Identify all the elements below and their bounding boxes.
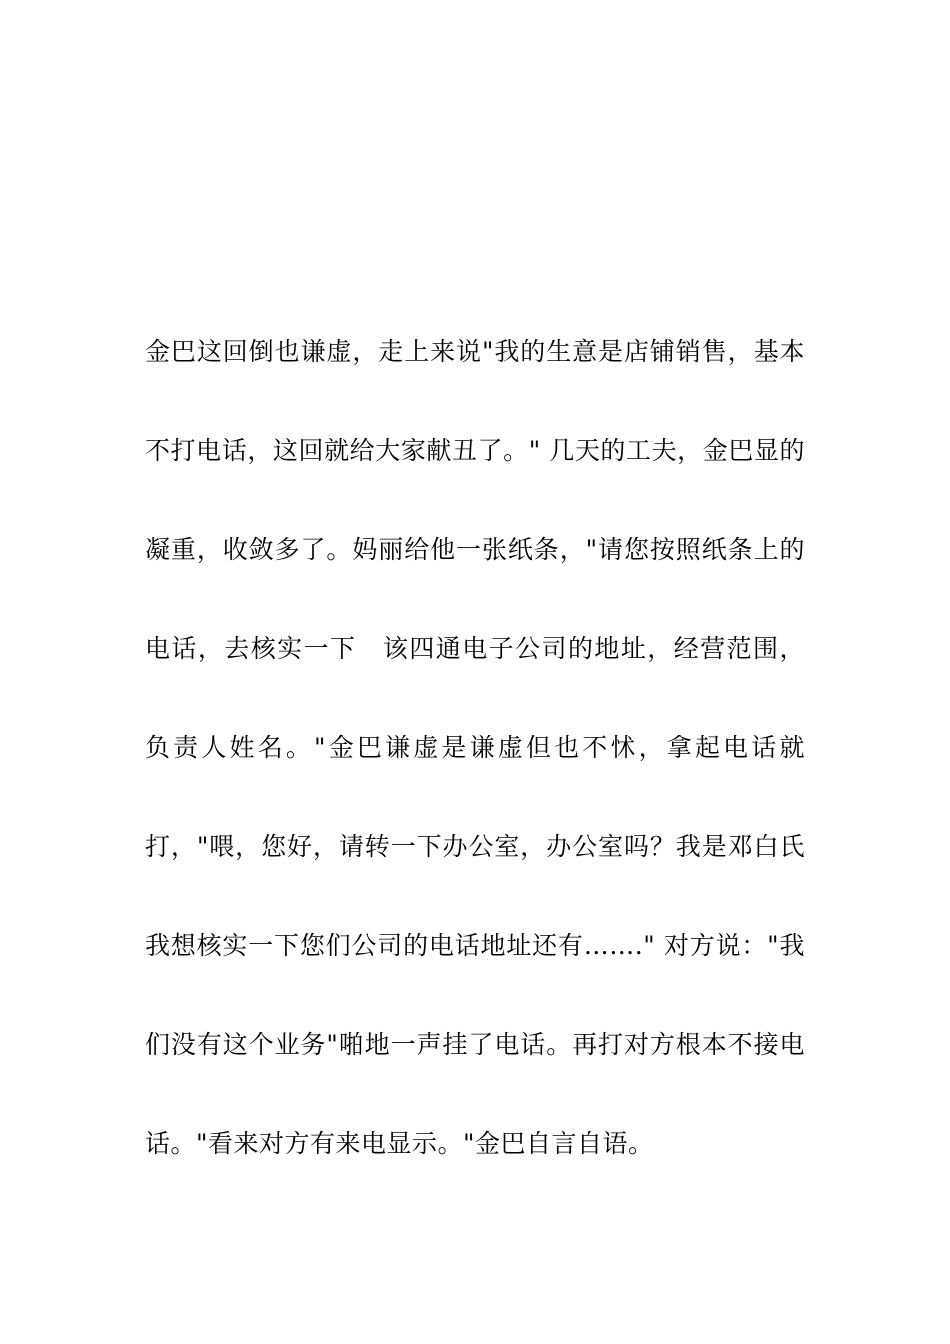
text-line-7: 我想核实一下您们公司的电话地址还有……." 对方说："我	[145, 931, 805, 960]
body-paragraph	[145, 332, 825, 1223]
text-line-6: 打，"喂，您好，请转一下办公室，办公室吗？我是邓白氏	[145, 832, 805, 861]
text-line-3: 凝重，收敛多了。妈丽给他一张纸条，"请您按照纸条上的	[145, 535, 805, 564]
text-line-1: 金巴这回倒也谦虚，走上来说"我的生意是店铺销售，基本	[145, 337, 805, 366]
text-line-4: 电话，去核实一下 该四通电子公司的地址，经营范围，	[145, 634, 805, 663]
text-line-8: 们没有这个业务"啪地一声挂了电话。再打对方根本不接电	[145, 1030, 805, 1059]
text-line-9: 话。"看来对方有来电显示。"金巴自言自语。	[145, 1129, 654, 1158]
text-line-2: 不打电话，这回就给大家献丑了。" 几天的工夫，金巴显的	[145, 436, 805, 465]
text-line-5: 负责人姓名。"金巴谦虚是谦虚但也不怵，拿起电话就	[145, 733, 805, 762]
